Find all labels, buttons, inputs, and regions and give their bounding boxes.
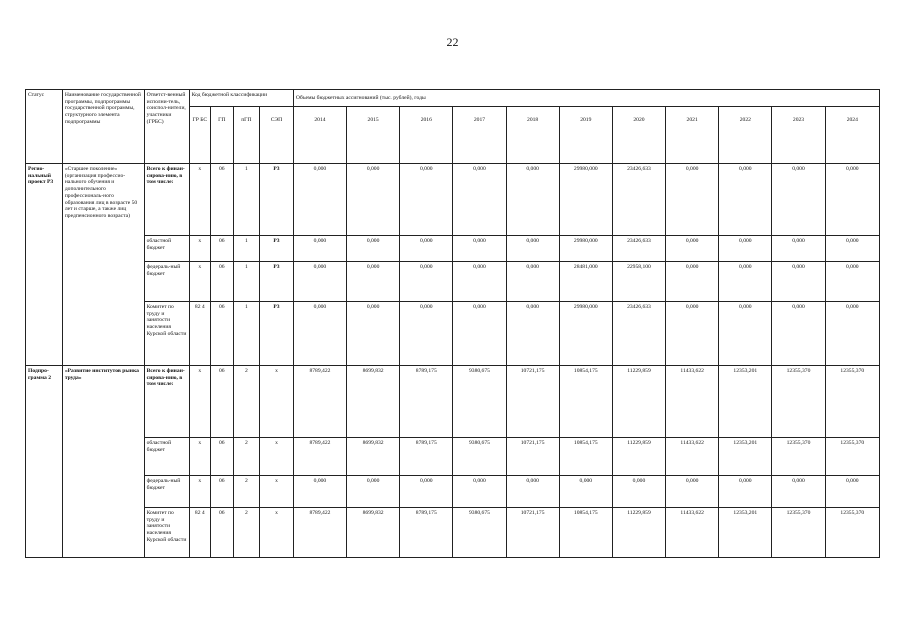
header-year: 2015 [347, 107, 400, 164]
value-cell: 0,000 [400, 262, 453, 302]
value-cell: 12355,370 [772, 438, 825, 476]
code-cell: х [189, 366, 210, 438]
value-cell: 12355,370 [825, 508, 879, 558]
value-cell: 0,000 [772, 236, 825, 262]
header-code-col: ГР БС [189, 107, 210, 164]
responsible-cell: Комитет по труду и занятости населения Курской области [144, 508, 189, 558]
value-cell: 22958,100 [612, 262, 665, 302]
value-cell: 11229,859 [612, 366, 665, 438]
value-cell: 8789,175 [400, 366, 453, 438]
header-year: 2024 [825, 107, 879, 164]
value-cell: 10721,175 [506, 508, 559, 558]
code-cell: 06 [211, 438, 233, 476]
value-cell: 0,000 [453, 476, 506, 508]
value-cell: 0,000 [400, 476, 453, 508]
value-cell: 0,000 [559, 476, 612, 508]
value-cell: 11433,622 [666, 508, 719, 558]
section-status: Подпро-грамма 2 [26, 366, 63, 558]
code-cell: Р3 [260, 302, 294, 366]
header-year: 2022 [719, 107, 772, 164]
responsible-cell: Комитет по труду и занятости населения Курской области [144, 302, 189, 366]
value-cell: 10854,175 [559, 508, 612, 558]
header-responsible: Ответст-венный исполни-тель, соиспол-нители, участники (ГРБС) [144, 90, 189, 164]
value-cell: 0,000 [506, 236, 559, 262]
code-cell: х [260, 438, 294, 476]
value-cell: 0,000 [666, 262, 719, 302]
code-cell: Р3 [260, 262, 294, 302]
code-cell: 06 [211, 236, 233, 262]
value-cell: 23426,633 [612, 164, 665, 236]
value-cell: 9380,675 [453, 366, 506, 438]
header-status: Статус [26, 90, 63, 164]
code-cell: х [260, 476, 294, 508]
value-cell: 0,000 [400, 302, 453, 366]
value-cell: 0,000 [772, 262, 825, 302]
value-cell: 10854,175 [559, 438, 612, 476]
value-cell: 10721,175 [506, 438, 559, 476]
value-cell: 0,000 [772, 302, 825, 366]
responsible-cell: федераль-ный бюджет [144, 262, 189, 302]
value-cell: 0,000 [347, 164, 400, 236]
code-cell: х [260, 508, 294, 558]
value-cell: 23426,633 [612, 302, 665, 366]
value-cell: 0,000 [347, 476, 400, 508]
table-row [26, 366, 880, 438]
value-cell: 12355,370 [772, 508, 825, 558]
value-cell: 8789,422 [293, 366, 346, 438]
value-cell: 0,000 [453, 302, 506, 366]
section-name: «Старшее поколение» (организация профессио-нального обучения и дополнительного профессиональ-ного образования лиц в возрасте 50 лет и старше, а также лиц предпенсионного возраста) [62, 164, 144, 366]
code-cell: 1 [233, 236, 260, 262]
code-cell: 06 [211, 476, 233, 508]
value-cell: 8699,832 [347, 438, 400, 476]
value-cell: 0,000 [612, 476, 665, 508]
table-row [26, 508, 880, 558]
value-cell: 9380,675 [453, 438, 506, 476]
code-cell: 06 [211, 302, 233, 366]
header-code-col: ГП [211, 107, 233, 164]
value-cell: 0,000 [666, 164, 719, 236]
value-cell: 0,000 [506, 476, 559, 508]
value-cell: 0,000 [453, 262, 506, 302]
value-cell: 29980,000 [559, 236, 612, 262]
header-year: 2021 [666, 107, 719, 164]
header-code-col: СЭП [260, 107, 294, 164]
code-cell: 1 [233, 262, 260, 302]
value-cell: 29980,000 [559, 302, 612, 366]
value-cell: 11229,859 [612, 508, 665, 558]
value-cell: 0,000 [825, 476, 879, 508]
header-volumes: Объемы бюджетных ассигнований (тыс. рублей), годы [293, 90, 879, 107]
code-cell: Р3 [260, 164, 294, 236]
code-cell: х [189, 164, 210, 236]
value-cell: 0,000 [825, 164, 879, 236]
section-name: «Развитие институтов рынка труда» [62, 366, 144, 558]
value-cell: 8789,175 [400, 438, 453, 476]
value-cell: 12353,201 [719, 508, 772, 558]
code-cell: 06 [211, 366, 233, 438]
code-cell: 06 [211, 262, 233, 302]
value-cell: 12353,201 [719, 438, 772, 476]
value-cell: 0,000 [772, 476, 825, 508]
value-cell: 29980,000 [559, 164, 612, 236]
header-code-col: пГП [233, 107, 260, 164]
header-year: 2023 [772, 107, 825, 164]
value-cell: 0,000 [400, 164, 453, 236]
value-cell: 0,000 [825, 262, 879, 302]
code-cell: х [189, 236, 210, 262]
code-cell: 2 [233, 366, 260, 438]
code-cell: 1 [233, 302, 260, 366]
table-row [26, 164, 880, 236]
value-cell: 0,000 [719, 262, 772, 302]
code-cell: х [189, 438, 210, 476]
value-cell: 0,000 [666, 476, 719, 508]
header-code-group: Код бюджетной классификации [189, 90, 293, 107]
code-cell: 1 [233, 164, 260, 236]
header-year: 2017 [453, 107, 506, 164]
code-cell: 2 [233, 476, 260, 508]
header-year: 2020 [612, 107, 665, 164]
value-cell: 0,000 [719, 476, 772, 508]
header-year: 2016 [400, 107, 453, 164]
value-cell: 10854,175 [559, 366, 612, 438]
value-cell: 23426,633 [612, 236, 665, 262]
value-cell: 0,000 [719, 302, 772, 366]
value-cell: 0,000 [293, 262, 346, 302]
value-cell: 0,000 [400, 236, 453, 262]
value-cell: 9380,675 [453, 508, 506, 558]
code-cell: 2 [233, 508, 260, 558]
value-cell: 0,000 [719, 236, 772, 262]
code-cell: х [189, 476, 210, 508]
header-year: 2014 [293, 107, 346, 164]
table-row [26, 236, 880, 262]
table-row [26, 476, 880, 508]
code-cell: Р3 [260, 236, 294, 262]
value-cell: 0,000 [506, 262, 559, 302]
value-cell: 0,000 [825, 236, 879, 262]
value-cell: 11433,622 [666, 438, 719, 476]
code-cell: 2 [233, 438, 260, 476]
code-cell: х [189, 262, 210, 302]
value-cell: 0,000 [347, 236, 400, 262]
responsible-cell: областной бюджет [144, 438, 189, 476]
value-cell: 0,000 [506, 302, 559, 366]
value-cell: 0,000 [293, 164, 346, 236]
value-cell: 0,000 [293, 302, 346, 366]
value-cell: 8699,832 [347, 366, 400, 438]
value-cell: 0,000 [453, 236, 506, 262]
value-cell: 28481,000 [559, 262, 612, 302]
value-cell: 0,000 [719, 164, 772, 236]
responsible-cell: областной бюджет [144, 236, 189, 262]
value-cell: 11229,859 [612, 438, 665, 476]
responsible-cell: Всего к финан-сирова-нию, в том числе: [144, 366, 189, 438]
value-cell: 12355,370 [825, 438, 879, 476]
value-cell: 8789,422 [293, 438, 346, 476]
code-cell: х [260, 366, 294, 438]
value-cell: 0,000 [453, 164, 506, 236]
budget-table [25, 89, 880, 558]
responsible-cell: Всего к финан-сирова-нию, в том числе: [144, 164, 189, 236]
value-cell: 11433,622 [666, 366, 719, 438]
value-cell: 0,000 [666, 236, 719, 262]
code-cell: 82 4 [189, 302, 210, 366]
value-cell: 0,000 [772, 164, 825, 236]
value-cell: 0,000 [666, 302, 719, 366]
code-cell: 06 [211, 508, 233, 558]
value-cell: 0,000 [347, 262, 400, 302]
header-name: Наименование государственной программы, подпрограммы государственной программы, структурного элемента подпрограммы [62, 90, 144, 164]
responsible-cell: федераль-ный бюджет [144, 476, 189, 508]
value-cell: 12353,201 [719, 366, 772, 438]
header-year: 2018 [506, 107, 559, 164]
value-cell: 12355,370 [772, 366, 825, 438]
value-cell: 8789,175 [400, 508, 453, 558]
value-cell: 0,000 [825, 302, 879, 366]
header-year: 2019 [559, 107, 612, 164]
value-cell: 12355,370 [825, 366, 879, 438]
table-row [26, 302, 880, 366]
section-status: Регио-нальный проект Р3 [26, 164, 63, 366]
value-cell: 0,000 [293, 476, 346, 508]
code-cell: 06 [211, 164, 233, 236]
page-number: 22 [446, 35, 459, 49]
value-cell: 0,000 [347, 302, 400, 366]
table-row [26, 262, 880, 302]
value-cell: 10721,175 [506, 366, 559, 438]
value-cell: 0,000 [293, 236, 346, 262]
value-cell: 0,000 [506, 164, 559, 236]
table-row [26, 438, 880, 476]
value-cell: 8789,422 [293, 508, 346, 558]
value-cell: 8699,832 [347, 508, 400, 558]
code-cell: 82 4 [189, 508, 210, 558]
